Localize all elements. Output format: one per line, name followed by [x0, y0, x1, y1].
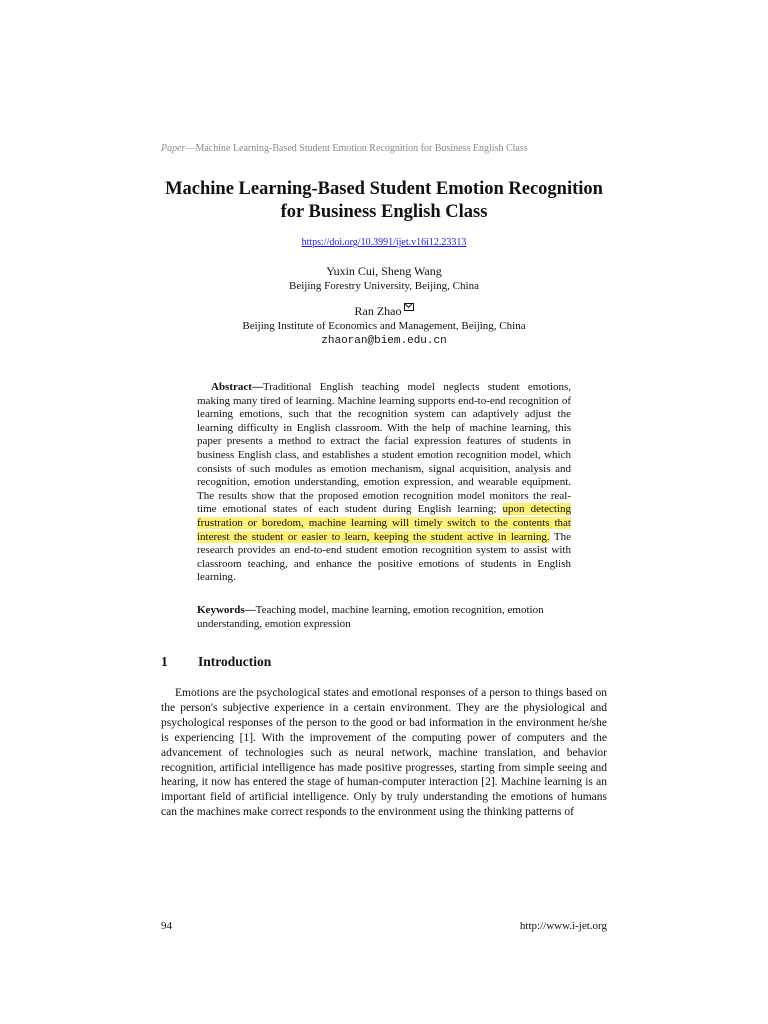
- running-header: [161, 143, 528, 154]
- paper-title: [140, 178, 628, 224]
- author-names-2: Ran Zhao: [354, 304, 402, 318]
- title-line-1: Machine Learning-Based Student Emotion Recognition: [165, 179, 603, 199]
- doi-link[interactable]: https://doi.org/10.3991/ijet.v16i12.23313: [301, 237, 467, 248]
- section-number: 1: [161, 654, 168, 669]
- doi: [0, 237, 768, 248]
- author-email[interactable]: zhaoran@biem.edu.cn: [321, 335, 447, 347]
- abstract-highlight: upon detecting frustration or boredom, machine learning will timely switch to the contents that interest the student or easier to learn, keeping the student active in learning.: [197, 503, 571, 543]
- running-header-lead: Paper: [161, 143, 186, 154]
- keywords-label: Keywords—: [197, 604, 256, 616]
- author-group-2: [0, 304, 768, 349]
- abstract-text-after: The research provides an end-to-end student emotion recognition system to assist with classroom teaching, and enhance the positive emotions of students in English learning.: [197, 530, 571, 584]
- keywords: [197, 604, 571, 631]
- title-line-2: for Business English Class: [280, 202, 488, 222]
- page-number: 94: [161, 920, 172, 932]
- abstract-text-before: Traditional English teaching model neglects student emotions, making many tired of learning. Machine learning supports end-to-end recognition of learning emotions, such that the recognition system can adaptively adjust the learning difficulty in English classroom. With the help of machine learning, this paper presents a method to extract the facial expression features of students in business English class, and establishes a student emotion recognition model, which consists of such modules as emotion mechanism, signal acquisition, analysis and recognition, emotion understanding, emotion expression, and wearable equipment. The results show that the proposed emotion recognition model monitors the real-time emotional states of each student during English learning;: [197, 381, 571, 516]
- keywords-text: Teaching model, machine learning, emotion recognition, emotion understanding, emotion expression: [197, 604, 544, 630]
- section-heading: [161, 654, 271, 670]
- abstract: [197, 381, 571, 585]
- author-affiliation-2: Beijing Institute of Economics and Management, Beijing, China: [242, 320, 526, 332]
- author-names-2-line: [0, 304, 768, 319]
- running-header-title: —Machine Learning-Based Student Emotion Recognition for Business English Class: [185, 143, 528, 154]
- envelope-icon: [404, 303, 414, 311]
- abstract-label: Abstract—: [211, 381, 263, 393]
- intro-paragraph: Emotions are the psychological states and emotional responses of a person to things based on the person's subjective experience in a certain environment. They are the physiological and psychological responses of the person to the good or bad information in the environment he/she is experiencing [1]. With the improvement of the computing power of computers and the advancement of technologies such as neural network, machine translation, and behavior recognition, artificial intelligence has made positive progresses, starting from simple seeing and hearing, it now has entered the stage of human-computer interaction [2]. Machine learning is an important field of artificial intelligence. Only by truly understanding the emotions of humans can the machines make correct responds to the environment using the thinking patterns of: [161, 687, 607, 819]
- author-affiliation-1: Beijing Forestry University, Beijing, China: [289, 280, 479, 292]
- author-group-1: [0, 264, 768, 294]
- footer-url[interactable]: http://www.i-jet.org: [519, 920, 607, 932]
- author-names-1: Yuxin Cui, Sheng Wang: [326, 264, 442, 278]
- section-title: Introduction: [198, 654, 272, 669]
